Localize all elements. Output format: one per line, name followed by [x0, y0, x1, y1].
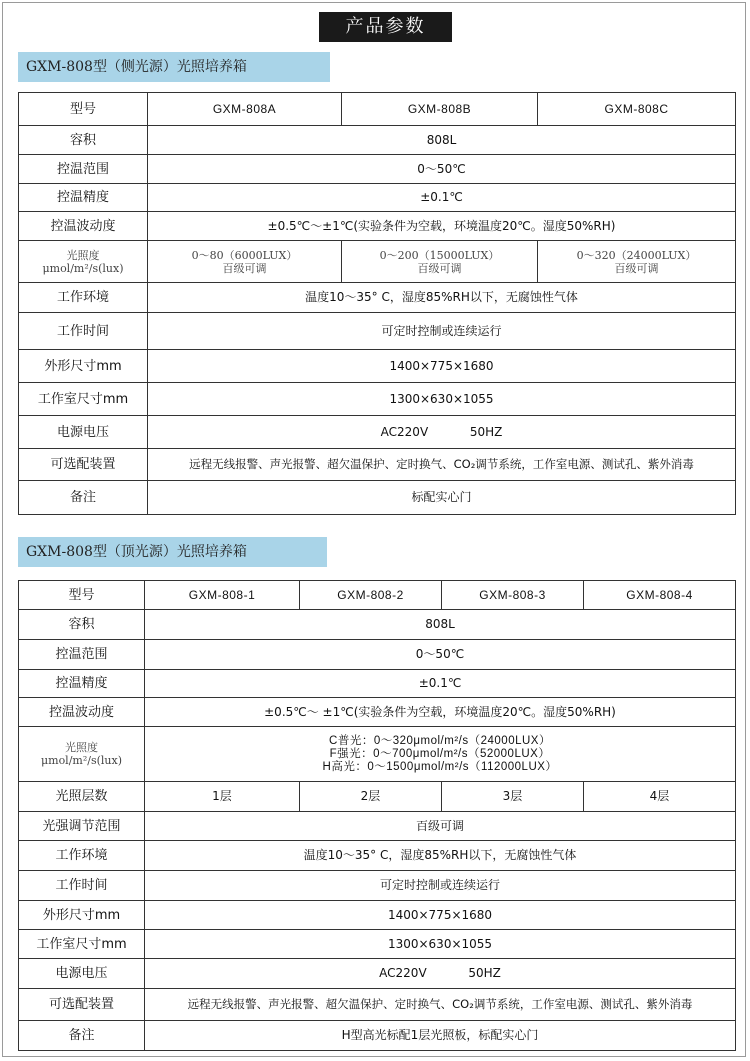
table-row: [19, 841, 736, 871]
illum-cell: [145, 727, 736, 782]
row-label: 控温范围: [19, 155, 148, 184]
model-cell: GXM-808B: [342, 93, 538, 126]
illum-cell: [148, 241, 342, 283]
illum-sub: 百级可调: [222, 261, 267, 275]
row-label: 电源电压: [19, 416, 148, 449]
row-label: 控温范围: [19, 640, 145, 670]
model-cell: GXM-808-3: [442, 581, 584, 610]
row-label: 备注: [19, 481, 148, 515]
row-label: 外形尺寸mm: [19, 350, 148, 383]
table-row: [19, 989, 736, 1021]
table-row: [19, 959, 736, 989]
value-cell: 1300×630×1055: [148, 383, 736, 416]
row-label: 光照层数: [19, 782, 145, 812]
row-label: 电源电压: [19, 959, 145, 989]
value-cell: H型高光标配1层光照板，标配实心门: [145, 1021, 736, 1051]
illum-value: 0～320（24000LUX）: [576, 248, 697, 262]
value-cell: 可定时控制或连续运行: [148, 313, 736, 350]
model-cell: GXM-808-4: [584, 581, 736, 610]
table-row: [19, 1021, 736, 1051]
table-row: [19, 313, 736, 350]
row-label: 工作室尺寸mm: [19, 383, 148, 416]
row-label: 控温精度: [19, 184, 148, 212]
row-label-illuminance: [19, 727, 145, 782]
illum-label-line: 光照度: [66, 248, 100, 262]
row-label: 控温精度: [19, 670, 145, 698]
row-label: 控温波动度: [19, 698, 145, 727]
value-cell: 温度10～35° C，湿度85%RH以下，无腐蚀性气体: [148, 283, 736, 313]
value-cell: [148, 416, 736, 449]
value-cell: 1400×775×1680: [148, 350, 736, 383]
layer-cell: 2层: [300, 782, 442, 812]
row-label: 可选配装置: [19, 989, 145, 1021]
model-cell: GXM-808-2: [300, 581, 442, 610]
value-cell: 标配实心门: [148, 481, 736, 515]
layer-cell: 1层: [145, 782, 300, 812]
table-row: [19, 670, 736, 698]
table-row: [19, 871, 736, 901]
illum-cell: [538, 241, 736, 283]
table-row: [19, 782, 736, 812]
illum-sub: 百级可调: [614, 261, 659, 275]
table-row: [19, 581, 736, 610]
illum-value: 0～200（15000LUX）: [379, 248, 500, 262]
value-cell: ±0.1℃: [148, 184, 736, 212]
model-cell: GXM-808A: [148, 93, 342, 126]
power-voltage: AC220V: [379, 966, 427, 980]
row-label: 工作环境: [19, 841, 145, 871]
page-title: 产品参数: [319, 12, 452, 42]
value-cell: ±0.5℃～±1℃(实验条件为空载，环境温度20℃。湿度50%RH): [148, 212, 736, 241]
table-row: [19, 640, 736, 670]
row-label: 型号: [19, 581, 145, 610]
value-cell: [145, 959, 736, 989]
value-cell: ±0.1℃: [145, 670, 736, 698]
table-row: [19, 241, 736, 283]
row-label: 备注: [19, 1021, 145, 1051]
illum-line: H高光：0～1500μmol/m²/s（112000LUX）: [322, 760, 558, 773]
table-row: [19, 283, 736, 313]
row-label: 工作室尺寸mm: [19, 930, 145, 959]
table-row: [19, 449, 736, 481]
illum-line: F强光：0～700μmol/m²/s（52000LUX）: [329, 747, 551, 760]
model-cell: GXM-808C: [538, 93, 736, 126]
value-cell: 808L: [145, 610, 736, 640]
value-cell: 远程无线报警、声光报警、超欠温保护、定时换气、CO₂调节系统，工作室电源、测试孔、紫外消毒: [145, 989, 736, 1021]
section2-title: GXM-808型（顶光源）光照培养箱: [18, 537, 327, 567]
layer-cell: 3层: [442, 782, 584, 812]
row-label-illuminance: [19, 241, 148, 283]
table-row: [19, 155, 736, 184]
section2-spec-table: [18, 580, 736, 1051]
row-label: 型号: [19, 93, 148, 126]
value-cell: 0～50℃: [145, 640, 736, 670]
row-label: 容积: [19, 126, 148, 155]
table-row: [19, 212, 736, 241]
illum-label-unit: μmol/m²/s(lux): [42, 261, 124, 275]
model-cell: GXM-808-1: [145, 581, 300, 610]
value-cell: 百级可调: [145, 812, 736, 841]
value-cell: 温度10～35° C，湿度85%RH以下，无腐蚀性气体: [145, 841, 736, 871]
illum-label-unit: μmol/m²/s(lux): [40, 754, 122, 767]
value-cell: 可定时控制或连续运行: [145, 871, 736, 901]
table-row: [19, 930, 736, 959]
row-label: 控温波动度: [19, 212, 148, 241]
illum-value: 0～80（6000LUX）: [191, 248, 298, 262]
layer-cell: 4层: [584, 782, 736, 812]
row-label: 工作时间: [19, 313, 148, 350]
table-row: [19, 126, 736, 155]
row-label: 工作时间: [19, 871, 145, 901]
table-row: [19, 698, 736, 727]
row-label: 外形尺寸mm: [19, 901, 145, 930]
table-row: [19, 416, 736, 449]
power-frequency: 50HZ: [468, 966, 501, 980]
table-row: [19, 812, 736, 841]
table-row: [19, 481, 736, 515]
value-cell: 0～50℃: [148, 155, 736, 184]
illum-label-line: 光照度: [65, 741, 98, 754]
row-label: 工作环境: [19, 283, 148, 313]
row-label: 可选配装置: [19, 449, 148, 481]
illum-line: C普光：0～320μmol/m²/s（24000LUX）: [329, 734, 551, 747]
table-row: [19, 383, 736, 416]
illum-sub: 百级可调: [417, 261, 462, 275]
value-cell: 远程无线报警、声光报警、超欠温保护、定时换气、CO₂调节系统，工作室电源、测试孔、紫外消毒: [148, 449, 736, 481]
table-row: [19, 184, 736, 212]
table-row: [19, 350, 736, 383]
value-cell: ±0.5℃～ ±1℃(实验条件为空载，环境温度20℃。湿度50%RH): [145, 698, 736, 727]
value-cell: 1300×630×1055: [145, 930, 736, 959]
table-row: [19, 610, 736, 640]
section1-title: GXM-808型（侧光源）光照培养箱: [18, 52, 330, 82]
row-label: 容积: [19, 610, 145, 640]
table-row: [19, 901, 736, 930]
power-voltage: AC220V: [380, 424, 429, 439]
illum-cell: [342, 241, 538, 283]
value-cell: 1400×775×1680: [145, 901, 736, 930]
section1-spec-table: [18, 92, 736, 515]
power-frequency: 50HZ: [469, 424, 503, 439]
table-row: [19, 93, 736, 126]
row-label: 光强调节范围: [19, 812, 145, 841]
table-row: [19, 727, 736, 782]
value-cell: 808L: [148, 126, 736, 155]
